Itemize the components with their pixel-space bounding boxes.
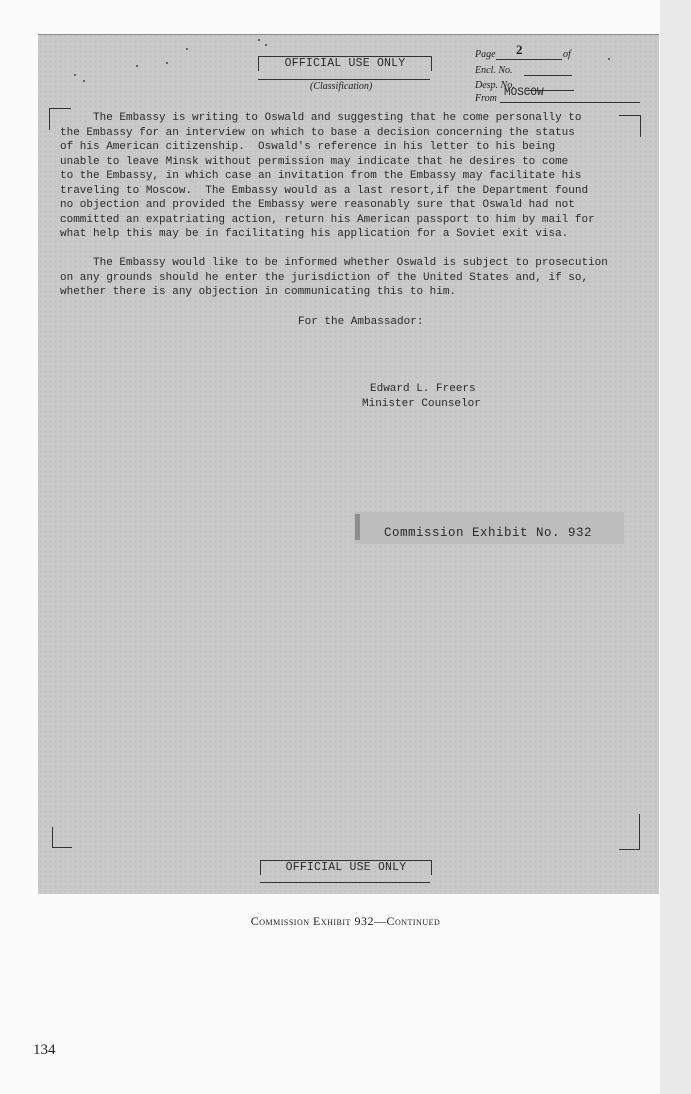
of-label: of [563,49,571,60]
body-paragraph-2: The Embassy would like to be informed whether Oswald is subject to prosecution on any grounds should he enter the jurisdiction of the United States and, if so, whether there is any objection in communicating this to him. [60,257,608,298]
page-number-value: 2 [516,42,523,57]
scan-speck [258,39,260,41]
encl-line [524,75,572,76]
signer-title: Minister Counselor [362,398,481,410]
desp-label: Desp. No. [475,80,515,91]
corner-mark [639,814,640,849]
scan-speck [186,48,188,50]
from-label: From [475,93,497,104]
from-line [500,102,640,103]
classification-caption: (Classification) [310,81,373,92]
closing-line: For the Ambassador: [298,316,424,328]
corner-mark [52,847,72,848]
classification-underline [258,79,430,80]
stamp-tab-mark [355,514,360,540]
classification-bottom-underline [260,882,430,883]
corner-mark [49,108,71,109]
body-paragraph-1: The Embassy is writing to Oswald and suggesting that he come personally to the Embassy for an interview on which to base a decision concerning the status of his American citizenship. Oswald's reference in his letter to his being unable to leave Minsk without permission may indicate that he desires to come to the Embassy, in which case an invitation from the Embassy may facilitate his traveling to Moscow. The Embassy would as a last resort,if the Department found no objection and provided the Embassy were reasonably sure that Oswald had not committed an expatriating action, return his American passport to him by mail for what help this may be in facilitating his application for a Soviet exit visa. [60,112,595,240]
classification-top: OFFICIAL USE ONLY [258,56,432,71]
scan-edge [660,0,691,1094]
page-label: Page [475,49,496,60]
exhibit-caption: Commission Exhibit 932—Continued [250,914,441,928]
exhibit-stamp-text: Commission Exhibit No. 932 [384,526,593,540]
from-value: MOSCOW [504,87,544,99]
scan-speck [83,80,85,82]
scan-speck [166,62,168,64]
scan-speck [265,44,267,46]
corner-mark [52,827,53,847]
corner-mark [49,108,50,130]
page-line [496,59,562,60]
page-number: 134 [33,1042,56,1058]
corner-mark [619,849,640,850]
scan-speck [74,74,76,76]
encl-label: Encl. No. [475,65,513,76]
document-sheet [38,34,659,894]
top-border-line [38,34,659,35]
scan-speck [136,65,138,67]
scan-speck [608,58,610,60]
classification-bottom: OFFICIAL USE ONLY [260,860,432,875]
signer-name: Edward L. Freers [370,383,476,395]
